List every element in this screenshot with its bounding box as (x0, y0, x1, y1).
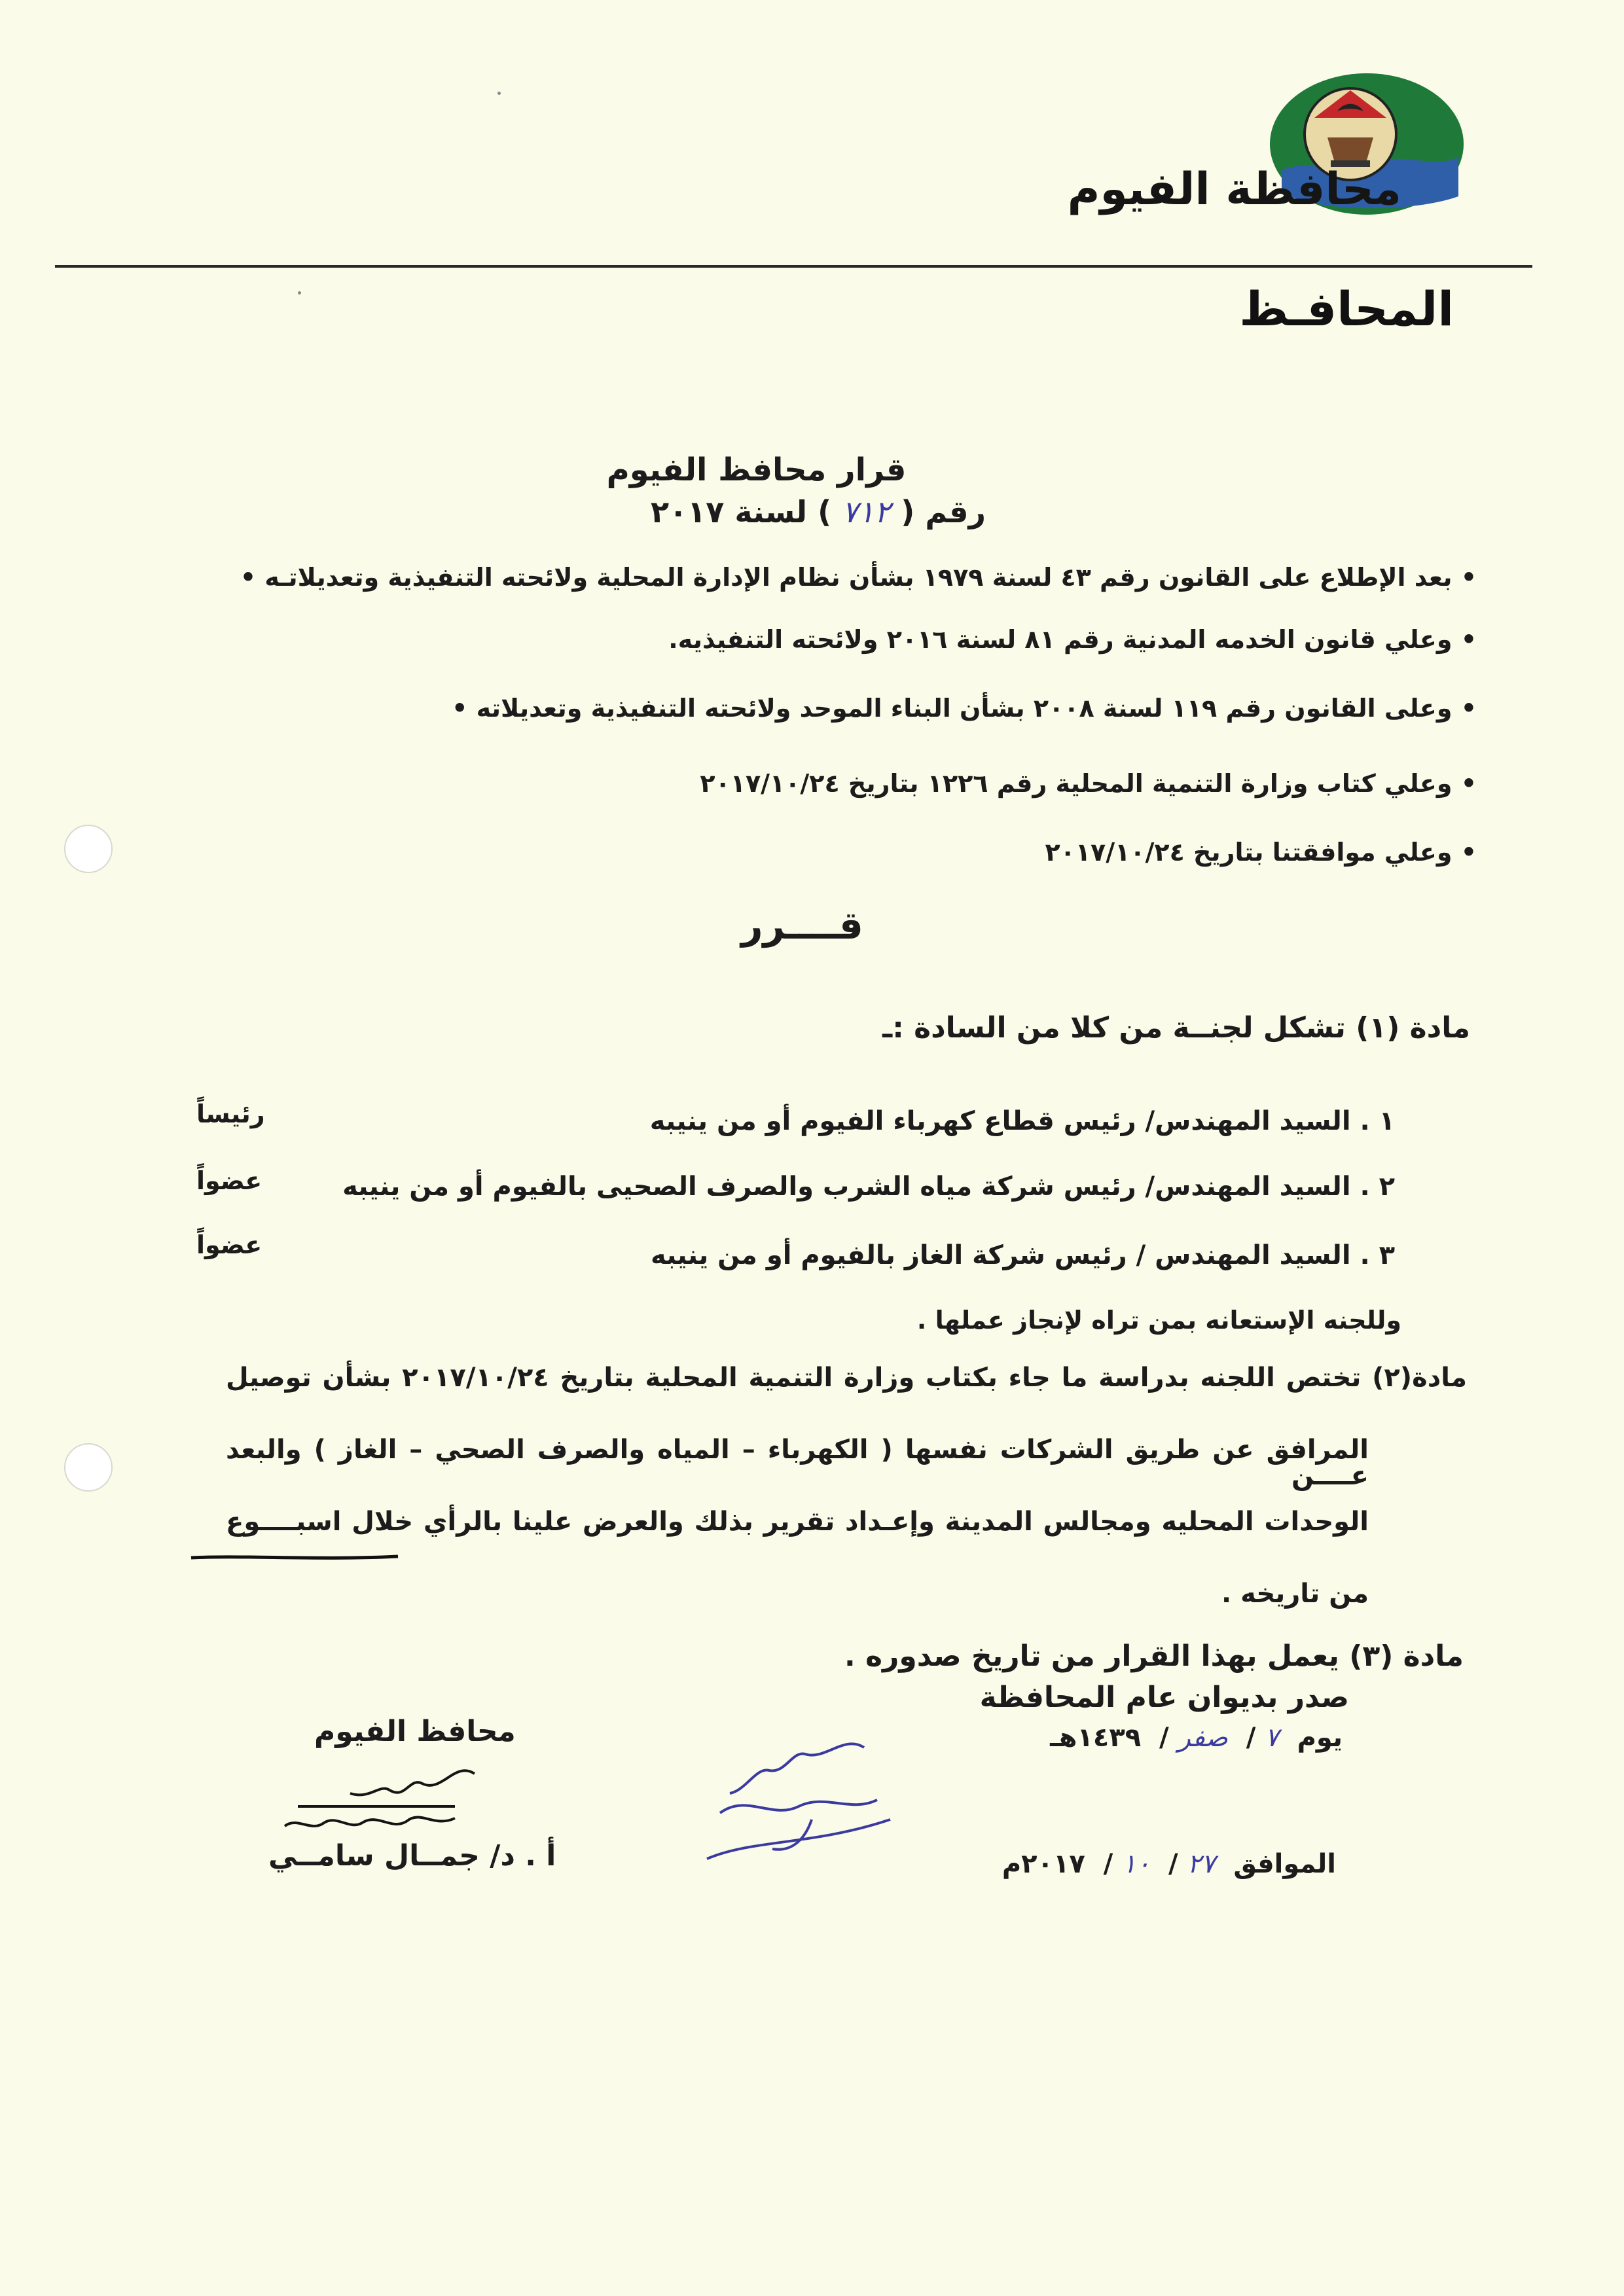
department-title: المحافـظ (1239, 281, 1454, 336)
decree-number-suffix: ) لسنة ٢٠١٧ (651, 494, 832, 529)
decree-number-handwritten: ٧١٢ (842, 494, 891, 529)
committee-assistance: وللجنه الإستعانه بمن تراه لإنجاز عملها . (916, 1306, 1401, 1335)
gregorian-date: الموافق ٢٧ / ١٠ / ٢٠١٧م (1001, 1849, 1336, 1879)
article-2-line: من تاريخه . (1221, 1579, 1369, 1609)
signatory-name: أ . د/ جمــال سامــي (268, 1839, 556, 1873)
article-2-line: المرافق عن طريق الشركات نفسها ( الكهرباء – المياه والصرف الصحي – الغاز ) والبعد عــــن (226, 1435, 1369, 1491)
greg-day-handwritten: ٢٧ (1187, 1849, 1216, 1879)
month-handwritten: صفر (1178, 1723, 1228, 1753)
article-1-heading: مادة (١) تشكل لجنــة من كلا من السادة :ـ (882, 1011, 1470, 1045)
committee-member: ١ . السيد المهندس/ رئيس قطاع كهرباء الفيوم أو من ينيبه (649, 1106, 1395, 1136)
article-2-line: مادة(٢) تختص اللجنه بدراسة ما جاء بكتاب وزارة التنمية المحلية بتاريخ ٢٠١٧/١٠/٢٤ بشأن توصيل (226, 1363, 1468, 1393)
punch-hole (64, 825, 113, 873)
paper-speck (298, 291, 301, 295)
decree-number (651, 494, 986, 529)
signatory-title: محافظ الفيوم (314, 1715, 516, 1748)
member-role: عضواً (196, 1166, 262, 1195)
day-label: يوم (1297, 1723, 1343, 1753)
corresponding-label: الموافق (1233, 1849, 1336, 1879)
article-3: مادة (٣) يعمل بهذا القرار من تاريخ صدوره . (844, 1640, 1464, 1673)
member-role: عضواً (196, 1230, 262, 1259)
member-role: رئيساً (196, 1100, 265, 1128)
preamble-item: • وعلي موافقتنا بتاريخ ٢٠١٧/١٠/٢٤ (1045, 838, 1477, 867)
preamble-item: • وعلى القانون رقم ١١٩ لسنة ٢٠٠٨ بشأن البناء الموحد ولائحته التنفيذية وتعديلاته • (452, 694, 1477, 723)
decree-title (0, 452, 1624, 488)
greg-month-handwritten: ١٠ (1122, 1849, 1151, 1879)
paper-speck (497, 92, 501, 95)
handwritten-underline (190, 1552, 399, 1562)
preamble-item: • وعلي قانون الخدمه المدنية رقم ٨١ لسنة ٢٠١٦ ولائحته التنفيذيه. (668, 625, 1477, 654)
article-2-line: الوحدات المحليه ومجالس المدينة وإعـداد تقرير بذلك والعرض علينا بالرأي خلال اسبــــوع (226, 1507, 1369, 1537)
governor-signature (259, 1754, 507, 1852)
greg-year: ٢٠١٧م (1001, 1849, 1085, 1879)
day-handwritten: ٧ (1265, 1723, 1279, 1753)
punch-hole (64, 1443, 113, 1492)
header-divider (55, 265, 1532, 268)
hijri-year: ١٤٣٩هـ (1050, 1723, 1142, 1753)
decree-number-prefix: رقم ( (901, 494, 986, 529)
committee-member: ٢ . السيد المهندس/ رئيس شركة مياه الشرب والصرف الصحيى بالفيوم أو من ينيبه (342, 1172, 1395, 1202)
committee-member: ٣ . السيد المهندس / رئيس شركة الغاز بالفيوم أو من ينيبه (650, 1240, 1395, 1270)
governorate-name: محافظة الفيوم (1067, 164, 1401, 215)
initials-signature (694, 1728, 903, 1885)
decided-text: قــــرر (741, 903, 863, 948)
decree-title-text: قرار محافظ الفيوم (606, 452, 907, 488)
decided-heading (0, 903, 1624, 948)
preamble-item: • بعد الإطلاع على القانون رقم ٤٣ لسنة ١٩٧٩ بشأن نظام الإدارة المحلية ولائحته التنفيذية وتعديلاتـه • (240, 563, 1477, 592)
preamble-item: • وعلي كتاب وزارة التنمية المحلية رقم ١٢٢٦ بتاريخ ٢٠١٧/١٠/٢٤ (700, 769, 1477, 798)
issued-at: صدر بديوان عام المحافظة (979, 1681, 1349, 1714)
article-2 (226, 1365, 1467, 1653)
hijri-date: يوم ٧ / صفر / ١٤٣٩هـ (1050, 1723, 1343, 1753)
